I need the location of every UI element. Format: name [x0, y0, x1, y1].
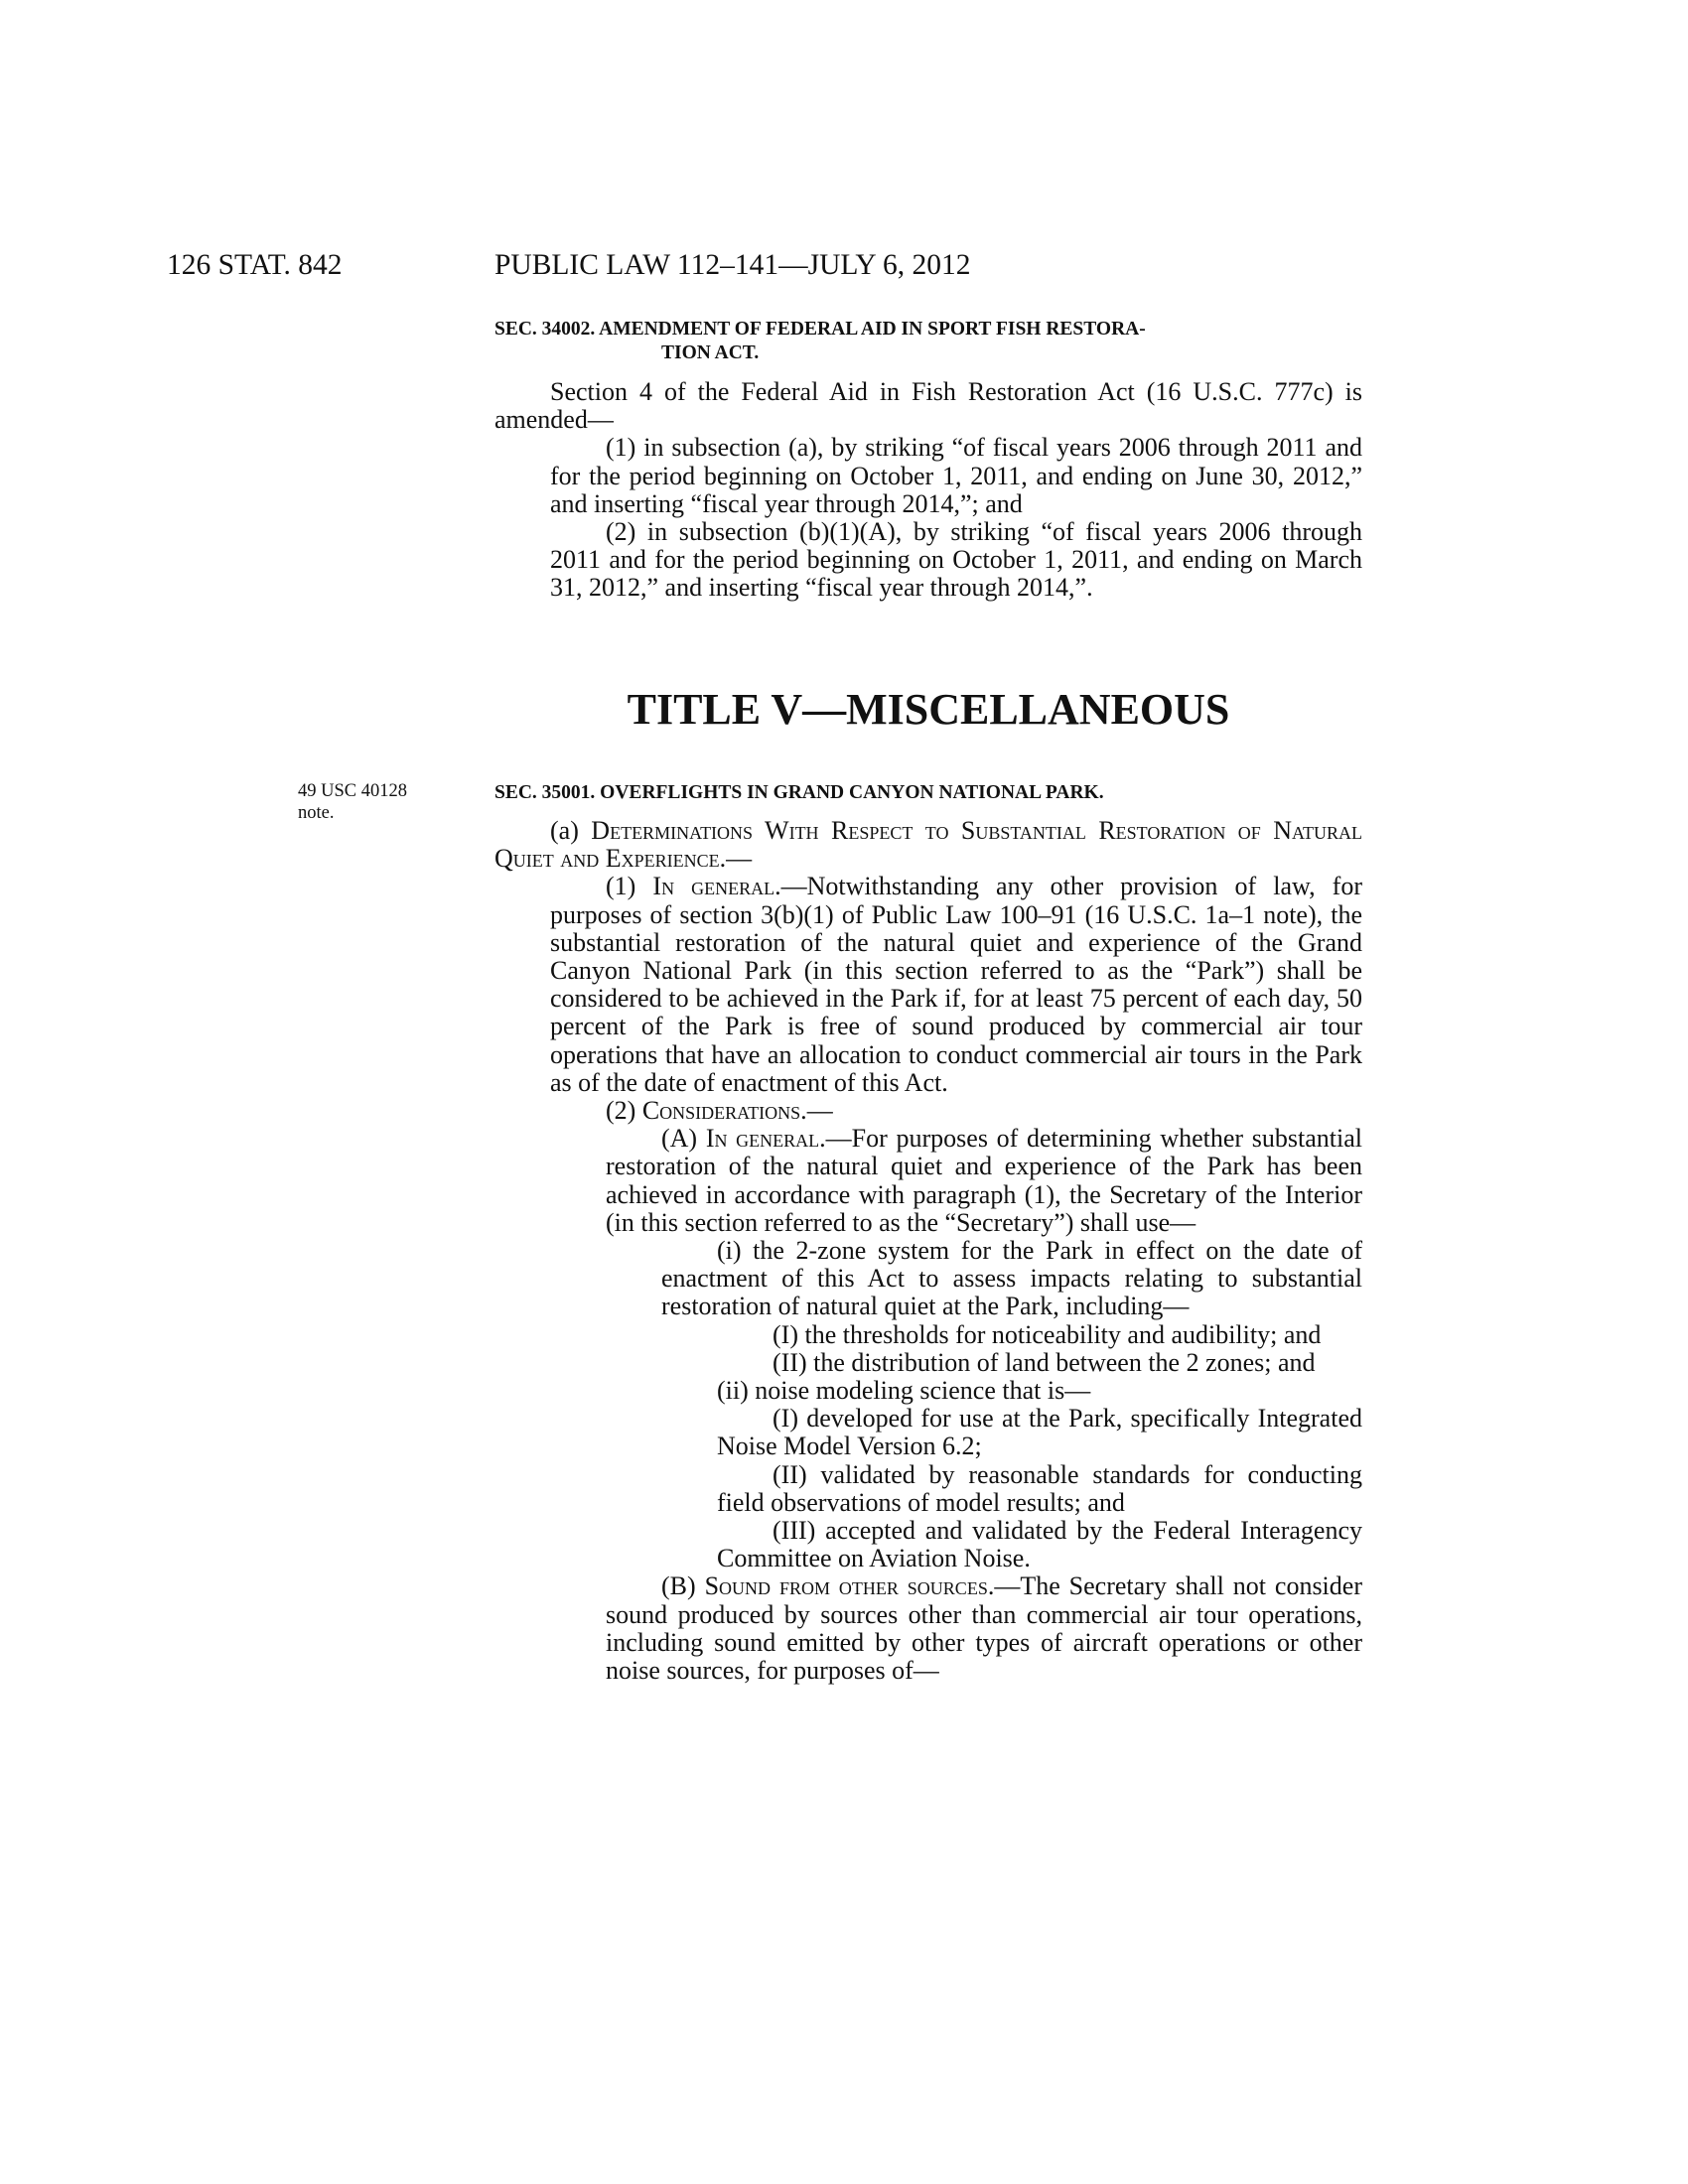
subsection-a: (a) Determinations With Respect to Substantial Restoration of Natural Quiet and Experience.— [494, 816, 1362, 874]
paragraph-2: (2) Considerations.— [606, 1096, 833, 1126]
subparagraph-A: (A) In general.—For purposes of determining whether substantial restoration of the natural quiet and experience of the Park has been achieved in accordance with paragraph (1), the Secretary of the Interior (in this section referred to as the “Secretary”) shall use— [606, 1124, 1363, 1237]
clause-i-subclause-II: (II) the distribution of land between the 2 zones; and [773, 1347, 1316, 1377]
sec-35001-heading: SEC. 35001. OVERFLIGHTS IN GRAND CANYON NATIONAL PARK. [494, 782, 1104, 803]
page-stat-reference: 126 STAT. 842 [167, 249, 343, 281]
sec-34002-intro: Section 4 of the Federal Aid in Fish Restoration Act (16 U.S.C. 777c) is amended— [494, 377, 1362, 435]
sec-34002-heading-line2: TION ACT. [661, 342, 760, 363]
running-head-public-law: PUBLIC LAW 112–141—JULY 6, 2012 [494, 249, 971, 281]
sec-34002-heading-line1: SEC. 34002. AMENDMENT OF FEDERAL AID IN SPORT FISH RESTORA- [494, 319, 1146, 340]
paragraph-1: (1) In general.—Notwithstanding any other provision of law, for purposes of section 3(b)(1) of Public Law 100–91 (16 U.S.C. 1a–1 note), the substantial restoration of the natural quiet and experience of the Grand Canyon National Park (in this section referred to as the “Park”) shall be considered to be achieved in the Park if, for at least 75 percent of each day, 50 percent of the Park is free of sound produced by commercial air tour operations that have an allocation to conduct commercial air tours in the Park as of the date of enactment of this Act. [550, 872, 1362, 1097]
paragraph-2-heading: Considerations. [641, 1096, 807, 1126]
title-heading: TITLE V—MISCELLANEOUS [627, 685, 1230, 734]
clause-ii-subclause-III: (III) accepted and validated by the Federal Interagency Committee on Aviation Noise. [717, 1516, 1362, 1573]
clause-ii: (ii) noise modeling science that is— [717, 1376, 1091, 1406]
subparagraph-A-heading: In general. [705, 1124, 826, 1154]
subparagraph-B: (B) Sound from other sources.—The Secretary shall not consider sound produced by sources other than commercial air tour operations, including sound emitted by other types of aircraft operations or other noise sources, for purposes of— [606, 1571, 1362, 1686]
sec-35001-body [494, 817, 1362, 1685]
clause-ii-subclause-I: (I) developed for use at the Park, specifically Integrated Noise Model Version 6.2; [717, 1404, 1362, 1461]
sec-34002-body [494, 378, 1362, 603]
paragraph-1-heading: In general. [652, 872, 781, 901]
subparagraph-B-heading: Sound from other sources. [704, 1571, 995, 1601]
margin-note [298, 780, 407, 824]
sec-34002-heading [494, 318, 1362, 365]
clause-ii-subclause-II: (II) validated by reasonable standards for conducting field observations of model results; and [717, 1459, 1362, 1517]
margin-note-line2: note. [298, 803, 335, 823]
sec-34002-para-1: (1) in subsection (a), by striking “of fiscal years 2006 through 2011 and for the period beginning on October 1, 2011, and ending on June 30, 2012,” and inserting “fiscal year through 2014,”; and [550, 433, 1362, 518]
subsection-a-heading: Determinations With Respect to Substantial Restoration of Natural Quiet and Experience. [494, 816, 1362, 874]
clause-i-subclause-I: (I) the thresholds for noticeability and audibility; and [773, 1319, 1322, 1349]
clause-i: (i) the 2-zone system for the Park in effect on the date of enactment of this Act to assess impacts relating to substantial restoration of natural quiet at the Park, including— [661, 1236, 1362, 1321]
sec-34002-para-2: (2) in subsection (b)(1)(A), by striking “of fiscal years 2006 through 2011 and for the period beginning on October 1, 2011, and ending on March 31, 2012,” and inserting “fiscal year through 2014,”. [550, 517, 1362, 603]
margin-note-line1: 49 USC 40128 [298, 781, 407, 801]
